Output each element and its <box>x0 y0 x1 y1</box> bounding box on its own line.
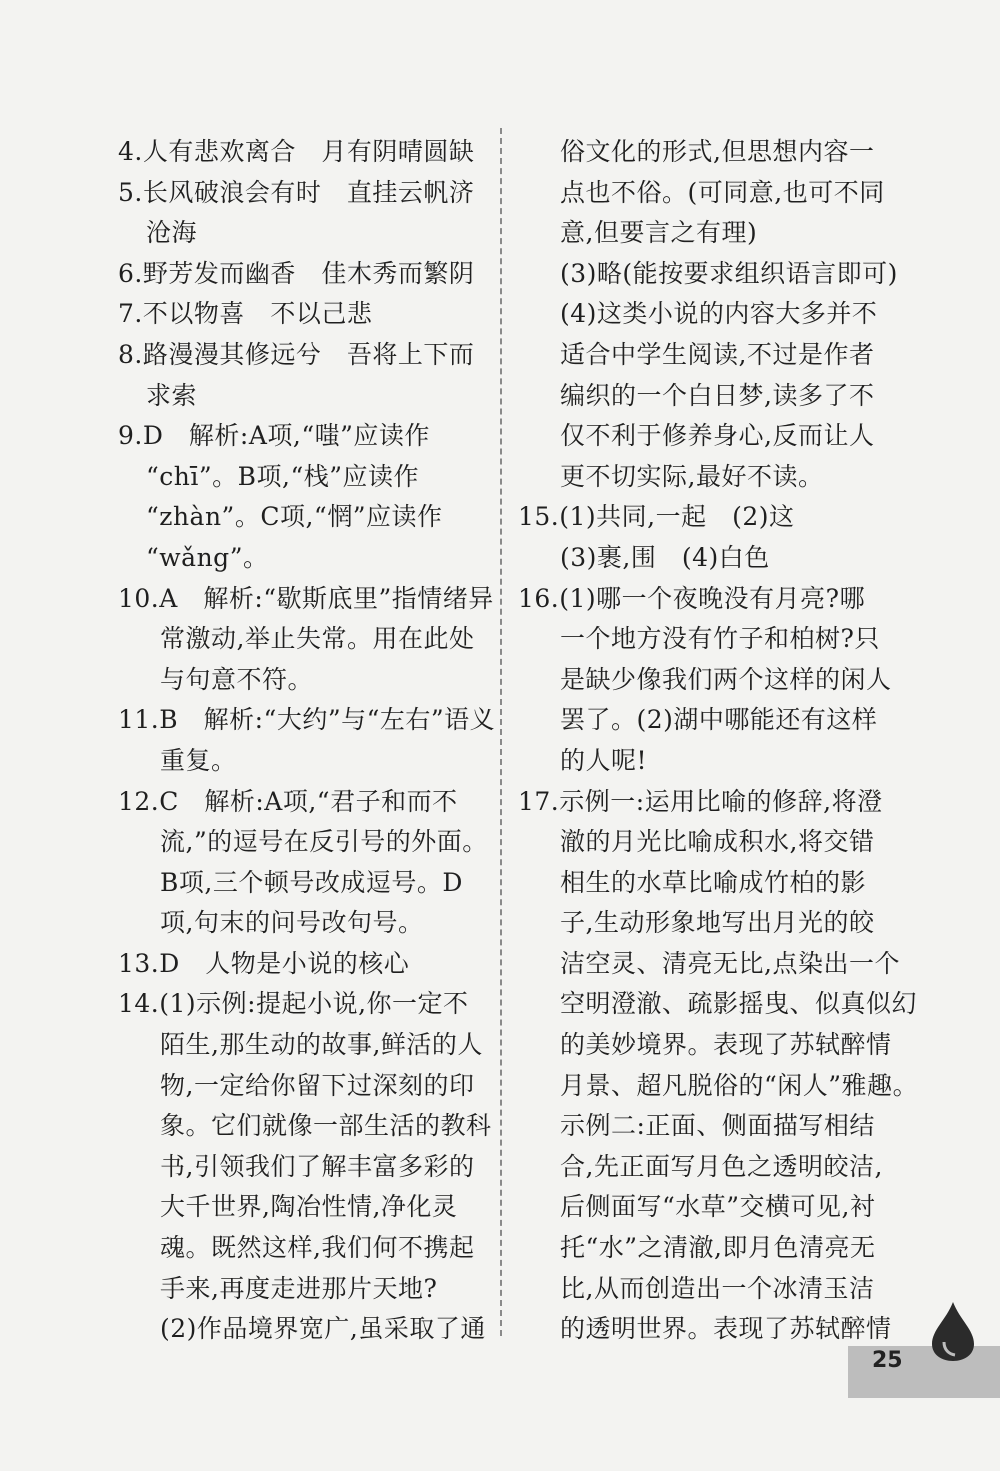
text-line: 罢了。(2)湖中哪能还有这样 <box>560 705 878 735</box>
text-line: 大千世界,陶冶性情,净化灵 <box>160 1192 458 1222</box>
left-column <box>118 132 496 1350</box>
text-line: 编织的一个白日梦,读多了不 <box>560 380 875 410</box>
right-column <box>518 132 919 1350</box>
text-line: (3)裹,围 (4)白色 <box>560 542 770 572</box>
column-divider <box>500 128 502 1336</box>
text-line: 15.(1)共同,一起 (2)这 <box>518 502 795 532</box>
text-line: 比,从而创造出一个冰清玉洁 <box>560 1273 875 1303</box>
text-line: 洁空灵、清亮无比,点染出一个 <box>560 948 900 978</box>
text-line: 仅不利于修养身心,反而让人 <box>560 421 875 451</box>
text-line: 书,引领我们了解丰富多彩的 <box>160 1151 475 1181</box>
text-line: 手来,再度走进那片天地? <box>160 1273 438 1303</box>
text-line: 合,先正面写月色之透明皎洁, <box>560 1151 883 1181</box>
text-line: 意,但要言之有理) <box>560 218 758 248</box>
text-line: 陌生,那生动的故事,鲜活的人 <box>160 1030 483 1060</box>
text-line: 俗文化的形式,但思想内容一 <box>560 137 875 166</box>
text-line: 子,生动形象地写出月光的皎 <box>560 908 875 938</box>
text-line: B项,三个顿号改成逗号。D <box>160 867 463 897</box>
text-line: 月景、超凡脱俗的“闲人”雅趣。 <box>560 1070 919 1100</box>
text-line: 13.D 人物是小说的核心 <box>118 948 410 978</box>
text-line: 更不切实际,最好不读。 <box>560 461 824 491</box>
footer-band <box>848 1346 1000 1398</box>
text-line: 6.野芳发而幽香 佳木秀而繁阴 <box>118 258 475 288</box>
text-line: 9.D 解析:A项,“嗤”应读作 <box>118 421 430 451</box>
text-line: (4)这类小说的内容大多并不 <box>560 299 878 329</box>
text-line: 7.不以物喜 不以己悲 <box>118 299 373 329</box>
text-line: 5.长风破浪会有时 直挂云帆济 <box>118 177 475 207</box>
text-line: 澈的月光比喻成积水,将交错 <box>560 827 875 857</box>
text-line: “chī”。B项,“栈”应读作 <box>146 461 420 491</box>
text-line: 16.(1)哪一个夜晚没有月亮?哪 <box>518 583 866 613</box>
text-line: “wǎng”。 <box>146 542 269 572</box>
text-line: (3)略(能按要求组织语言即可) <box>560 258 898 288</box>
text-line: 相生的水草比喻成竹柏的影 <box>560 867 867 897</box>
text-line: 后侧面写“水草”交横可见,衬 <box>560 1192 876 1222</box>
text-line: 14.(1)示例:提起小说,你一定不 <box>118 989 469 1019</box>
text-line: 的人呢! <box>560 745 648 775</box>
text-line: 项,句末的问号改句号。 <box>160 908 424 938</box>
text-line: 托“水”之清澈,即月色清亮无 <box>560 1233 876 1263</box>
text-line: 的美妙境界。表现了苏轼醉情 <box>560 1030 892 1060</box>
text-line: 4.人有悲欢离合 月有阴晴圆缺 <box>118 137 475 166</box>
text-line: 是缺少像我们两个这样的闲人 <box>560 664 892 694</box>
text-line: 重复。 <box>160 745 237 775</box>
text-line: 的透明世界。表现了苏轼醉情 <box>560 1314 892 1344</box>
text-line: 点也不俗。(可同意,也可不同 <box>560 177 885 207</box>
text-line: 一个地方没有竹子和柏树?只 <box>560 624 880 654</box>
text-line: 17.示例一:运用比喻的修辞,将澄 <box>518 786 883 816</box>
text-line: “zhàn”。C项,“惘”应读作 <box>146 502 443 532</box>
text-line: 10.A 解析:“歇斯底里”指情绪异 <box>118 583 494 613</box>
text-line: (2)作品境界宽广,虽采取了通 <box>160 1314 486 1344</box>
text-line: 物,一定给你留下过深刻的印 <box>160 1070 475 1100</box>
drop-icon <box>930 1300 976 1362</box>
text-line: 示例二:正面、侧面描写相结 <box>560 1111 875 1141</box>
text-line: 11.B 解析:“大约”与“左右”语义 <box>118 705 496 735</box>
text-line: 沧海 <box>146 218 198 248</box>
page-number: 25 <box>872 1348 903 1373</box>
text-line: 象。它们就像一部生活的教科 <box>160 1111 492 1141</box>
text-line: 魂。既然这样,我们何不携起 <box>160 1233 475 1263</box>
text-line: 12.C 解析:A项,“君子和而不 <box>118 786 458 816</box>
text-line: 常激动,举止失常。用在此处 <box>160 624 475 654</box>
text-line: 8.路漫漫其修远兮 吾将上下而 <box>118 339 475 369</box>
text-line: 流,”的逗号在反引号的外面。 <box>160 827 488 857</box>
text-line: 适合中学生阅读,不过是作者 <box>560 339 875 369</box>
text-line: 空明澄澈、疏影摇曳、似真似幻 <box>560 989 918 1019</box>
text-line: 与句意不符。 <box>160 664 314 694</box>
text-line: 求索 <box>146 380 198 410</box>
